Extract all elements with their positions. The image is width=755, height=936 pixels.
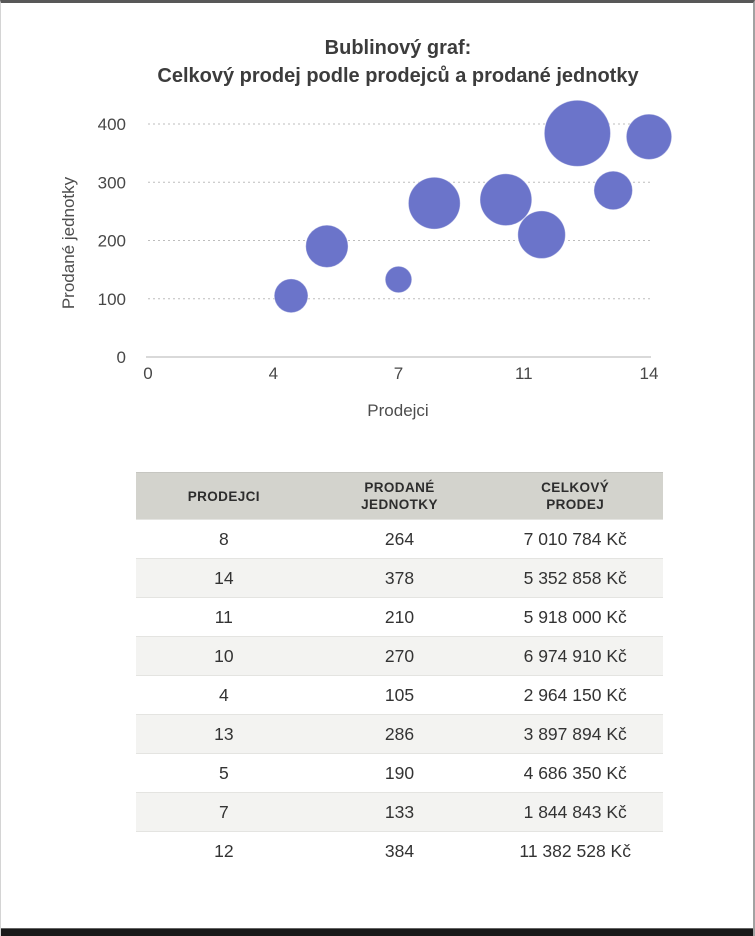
x-axis-label: Prodejci [367, 401, 429, 420]
header-line: JEDNOTKY [361, 497, 438, 512]
bubble-point-x7[interactable] [385, 266, 412, 293]
header-line: PRODANÉ [364, 480, 435, 495]
cell-celkovy-prodej[interactable]: 7 010 784 Kč [523, 528, 627, 549]
cell-prodejci[interactable]: 10 [214, 645, 234, 666]
x-tick-label-14: 14 [639, 364, 659, 383]
table-row [136, 831, 663, 870]
cell-prodane-jednotky[interactable]: 384 [384, 840, 415, 861]
x-tick-label-4: 4 [268, 364, 279, 383]
cell-prodejci[interactable]: 8 [218, 528, 229, 549]
chart-title-line1: Bublinový graf: [324, 37, 472, 59]
y-tick-label-100: 100 [97, 289, 126, 309]
cell-celkovy-prodej[interactable]: 5 918 000 Kč [523, 606, 627, 627]
cell-prodane-jednotky[interactable]: 190 [384, 762, 415, 783]
cell-prodejci[interactable]: 12 [214, 840, 234, 861]
y-axis-label: Prodané jednotky [59, 176, 78, 310]
bubble-point-x13[interactable] [594, 171, 633, 210]
cell-prodane-jednotky[interactable]: 264 [384, 528, 415, 549]
y-tick-label-400: 400 [97, 115, 126, 134]
cell-celkovy-prodej[interactable]: 6 974 910 Kč [523, 645, 627, 666]
bubble-point-x12[interactable] [544, 100, 610, 166]
header-line: PRODEJ [546, 497, 605, 512]
cell-prodane-jednotky[interactable]: 133 [384, 801, 415, 822]
cell-celkovy-prodej[interactable]: 11 382 528 Kč [519, 840, 631, 861]
cell-celkovy-prodej[interactable]: 2 964 150 Kč [523, 684, 627, 705]
bubble-chart[interactable] [51, 93, 711, 438]
table-row [136, 597, 663, 636]
cell-prodane-jednotky[interactable]: 378 [384, 567, 415, 588]
bubble-point-x5[interactable] [306, 225, 348, 267]
table-row [136, 753, 663, 792]
bubble-point-x8[interactable] [408, 177, 460, 229]
chart-title [68, 34, 728, 90]
table-header-celkovy-prodej[interactable] [487, 479, 663, 513]
table-header-row [136, 473, 663, 519]
x-tick-label-11: 11 [514, 364, 533, 383]
table-row [136, 519, 663, 558]
table-row [136, 714, 663, 753]
window-edge-bar [1, 928, 753, 936]
header-line: CELKOVÝ [541, 480, 610, 495]
bubble-point-x4[interactable] [274, 279, 308, 313]
bubble-point-x10[interactable] [480, 174, 532, 226]
table-row [136, 636, 663, 675]
table-row [136, 675, 663, 714]
cell-prodejci[interactable]: 14 [214, 567, 234, 588]
x-tick-label-7: 7 [393, 364, 404, 383]
cell-prodejci[interactable]: 4 [218, 684, 229, 705]
table-header-prodejci[interactable] [136, 488, 312, 505]
bubble-point-x14[interactable] [626, 114, 671, 159]
table-row [136, 792, 663, 831]
y-tick-label-300: 300 [97, 173, 126, 193]
cell-prodejci[interactable]: 5 [218, 762, 229, 783]
cell-prodejci[interactable]: 7 [218, 801, 229, 822]
table-header-prodane-jednotky[interactable] [312, 479, 488, 513]
header-line: PRODEJCI [187, 488, 260, 504]
cell-celkovy-prodej[interactable]: 1 844 843 Kč [523, 801, 627, 822]
cell-celkovy-prodej[interactable]: 3 897 894 Kč [523, 723, 627, 744]
cell-prodejci[interactable]: 11 [214, 606, 233, 627]
cell-celkovy-prodej[interactable]: 5 352 858 Kč [523, 567, 627, 588]
cell-celkovy-prodej[interactable]: 4 686 350 Kč [523, 762, 627, 783]
cell-prodane-jednotky[interactable]: 270 [384, 645, 415, 666]
cell-prodane-jednotky[interactable]: 210 [384, 606, 415, 627]
x-tick-label-0: 0 [143, 364, 153, 383]
cell-prodane-jednotky[interactable]: 286 [384, 723, 415, 744]
bubble-point-x11[interactable] [518, 211, 566, 259]
y-tick-label-200: 200 [97, 231, 126, 251]
table-row [136, 558, 663, 597]
cell-prodane-jednotky[interactable]: 105 [384, 684, 415, 705]
data-table [136, 472, 663, 870]
cell-prodejci[interactable]: 13 [214, 723, 234, 744]
chart-title-line2: Celkový prodej podle prodejců a prodané jednotky [157, 65, 639, 87]
y-tick-label-0: 0 [116, 348, 126, 367]
